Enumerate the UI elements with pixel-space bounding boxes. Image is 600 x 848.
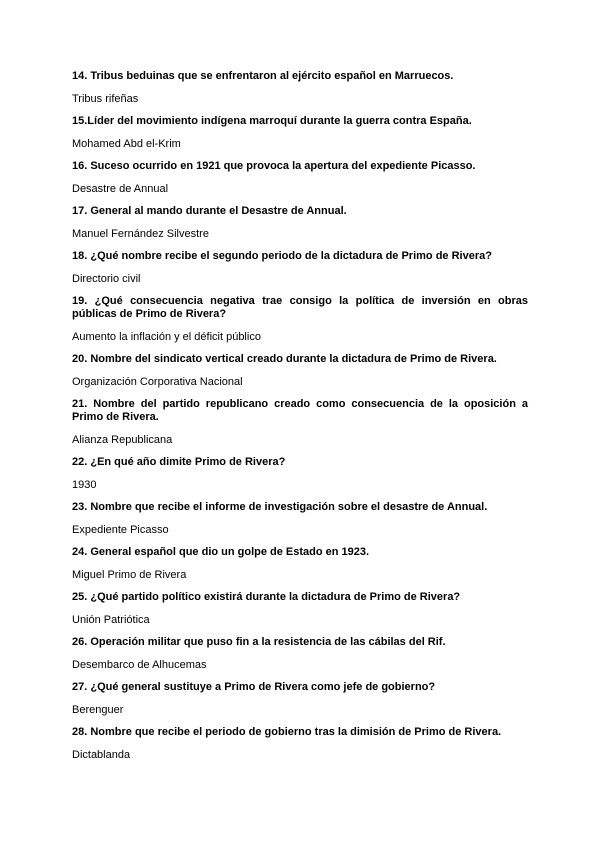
answer-text: Tribus rifeñas: [72, 93, 139, 105]
question-text: 22. ¿En qué año dimite Primo de Rivera?: [72, 456, 286, 468]
question-text: 15.Líder del movimiento indígena marroquí durante la guerra contra España.: [72, 115, 472, 127]
qa-item-28: [72, 726, 528, 762]
qa-item-21: [72, 398, 528, 447]
question-text: 26. Operación militar que puso fin a la resistencia de las cábilas del Rif.: [72, 636, 446, 648]
question-text: 27. ¿Qué general sustituye a Primo de Rivera como jefe de gobierno?: [72, 681, 436, 693]
question-text: 17. General al mando durante el Desastre de Annual.: [72, 205, 347, 217]
question-text: 18. ¿Qué nombre recibe el segundo periodo de la dictadura de Primo de Rivera?: [72, 250, 492, 262]
answer-text: Desembarco de Alhucemas: [72, 659, 207, 671]
answer-text: 1930: [72, 479, 97, 491]
question-text: 24. General español que dio un golpe de Estado en 1923.: [72, 546, 370, 558]
answer-text: Aumento la inflación y el déficit público: [72, 331, 261, 343]
qa-item-15: [72, 115, 528, 151]
question-text: 14. Tribus beduinas que se enfrentaron al ejército español en Marruecos.: [72, 70, 454, 82]
question-text: 23. Nombre que recibe el informe de investigación sobre el desastre de Annual.: [72, 501, 488, 513]
qa-item-16: [72, 160, 528, 196]
answer-text: Mohamed Abd el-Krim: [72, 138, 181, 150]
question-text: 20. Nombre del sindicato vertical creado durante la dictadura de Primo de Rivera.: [72, 353, 497, 365]
qa-item-18: [72, 250, 528, 286]
question-text: 25. ¿Qué partido político existirá durante la dictadura de Primo de Rivera?: [72, 591, 461, 603]
answer-text: Desastre de Annual: [72, 183, 169, 195]
answer-text: Organización Corporativa Nacional: [72, 376, 243, 388]
answer-text: Expediente Picasso: [72, 524, 169, 536]
qa-item-26: [72, 636, 528, 672]
answer-text: Alianza Republicana: [72, 434, 173, 446]
qa-item-19: [72, 295, 528, 344]
question-text: 19. ¿Qué consecuencia negativa trae consigo la política de inversión en obras públicas de Primo de Rivera?: [72, 295, 528, 320]
qa-item-27: [72, 681, 528, 717]
answer-text: Unión Patriótica: [72, 614, 150, 626]
qa-item-23: [72, 501, 528, 537]
answer-text: Manuel Fernández Silvestre: [72, 228, 209, 240]
qa-item-22: [72, 456, 528, 492]
qa-item-20: [72, 353, 528, 389]
qa-item-25: [72, 591, 528, 627]
answer-text: Miguel Primo de Rivera: [72, 569, 187, 581]
answer-text: Directorio civil: [72, 273, 141, 285]
question-text: 28. Nombre que recibe el periodo de gobierno tras la dimisión de Primo de Rivera.: [72, 726, 502, 738]
answer-text: Berenguer: [72, 704, 124, 716]
qa-item-24: [72, 546, 528, 582]
question-text: 16. Suceso ocurrido en 1921 que provoca la apertura del expediente Picasso.: [72, 160, 476, 172]
document-page: [72, 70, 528, 771]
question-text: 21. Nombre del partido republicano creado como consecuencia de la oposición a Primo de Rivera.: [72, 398, 528, 423]
qa-item-17: [72, 205, 528, 241]
qa-item-14: [72, 70, 528, 106]
answer-text: Dictablanda: [72, 749, 131, 761]
